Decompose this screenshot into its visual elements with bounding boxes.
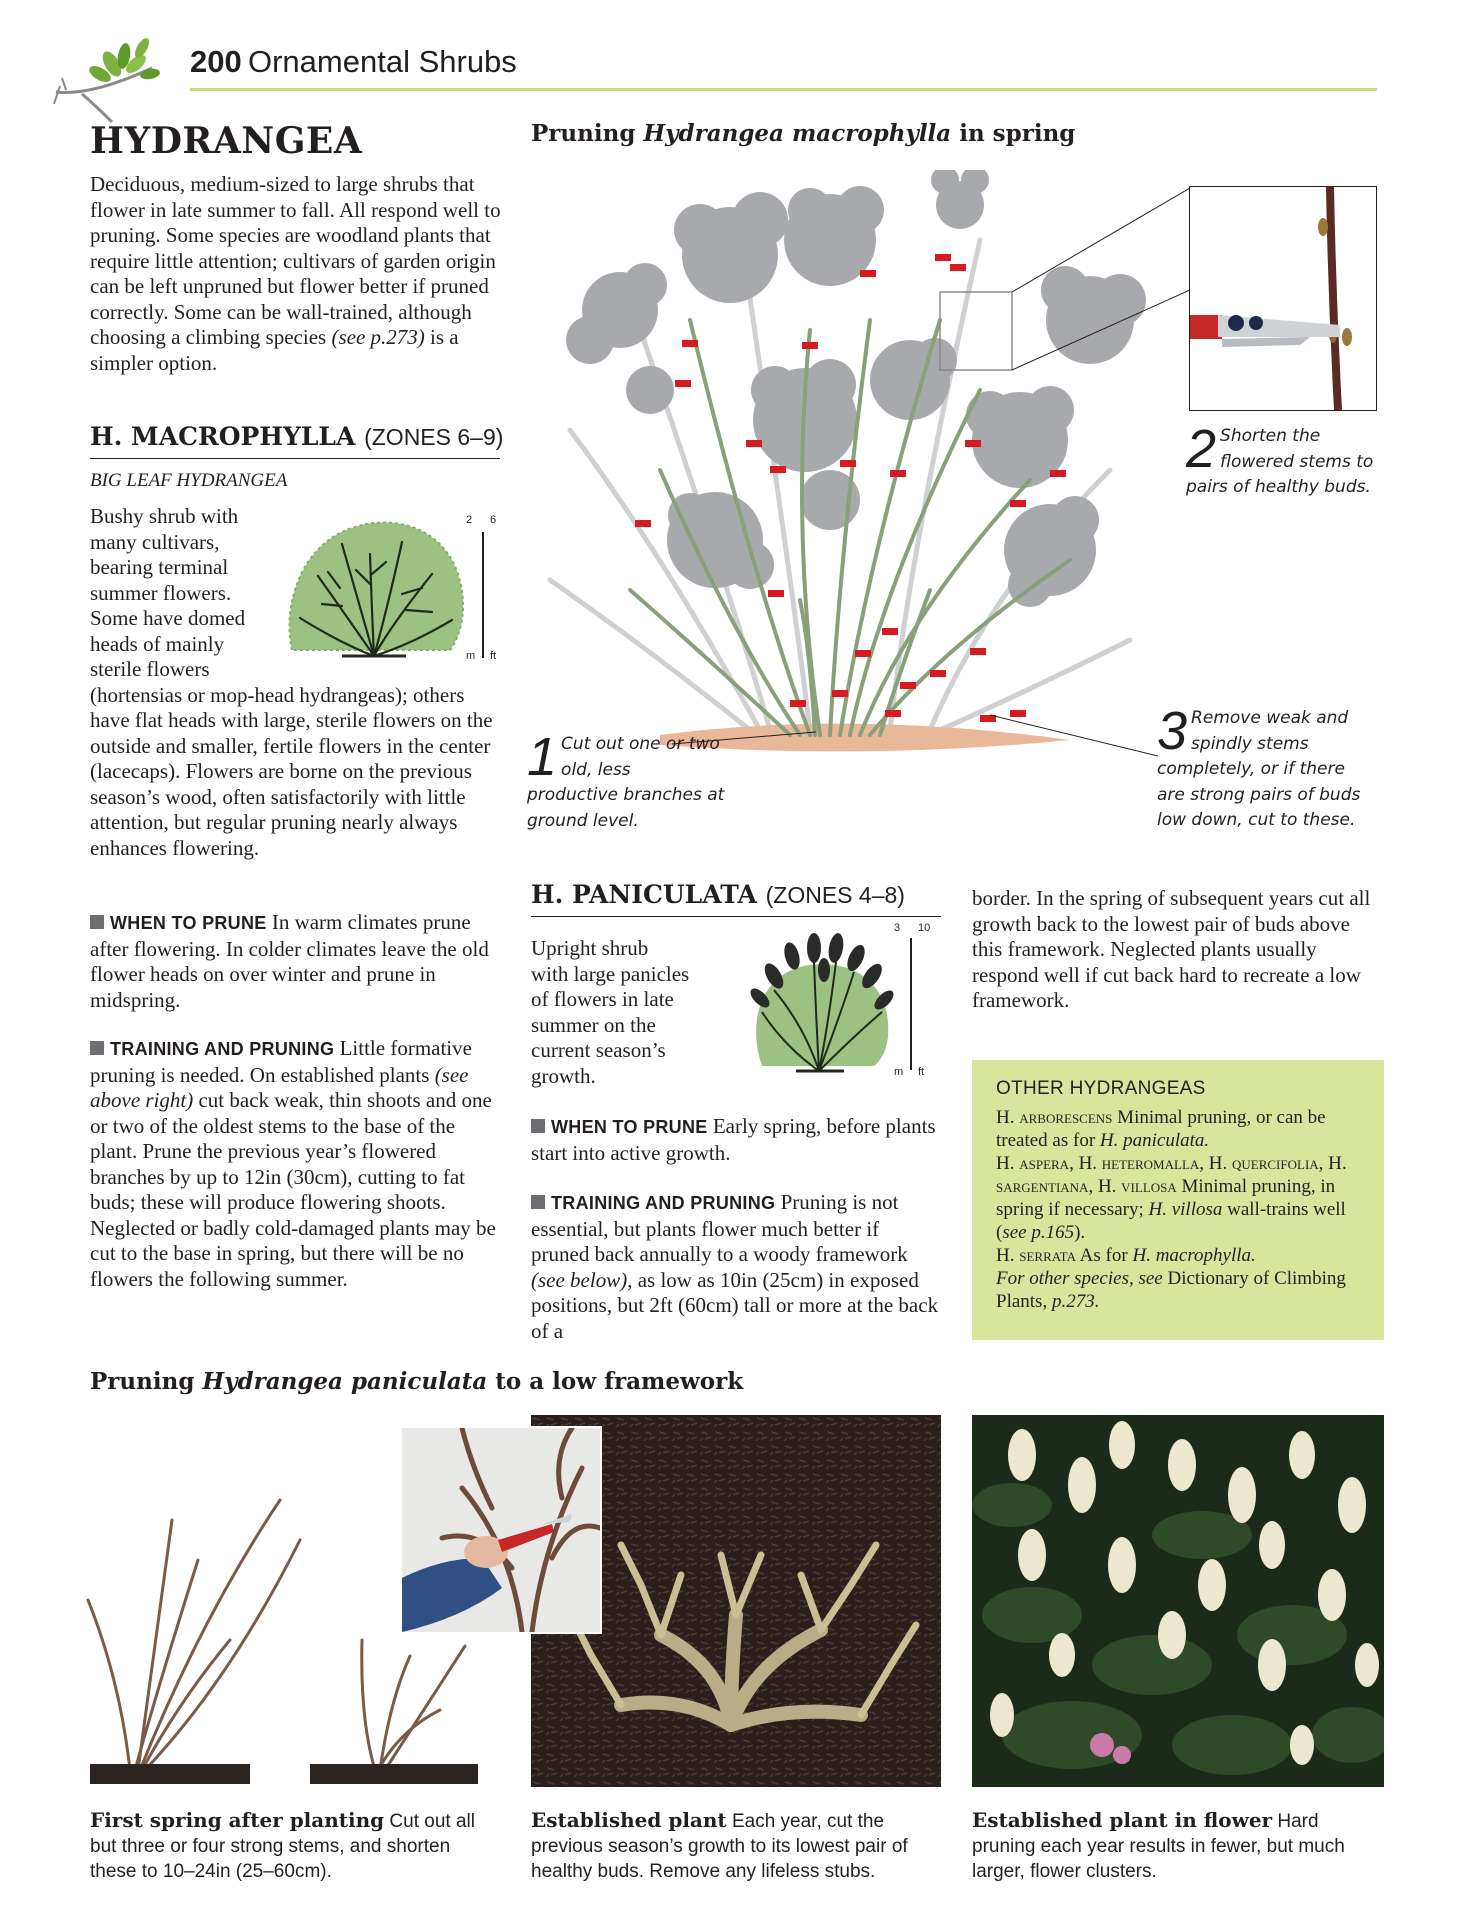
bullet-square [90, 915, 104, 929]
sidebar-entry: H. serrata As for H. macrophylla. [996, 1245, 1256, 1266]
training-ref: (see above right) [90, 1062, 469, 1112]
bullet-square [90, 1041, 104, 1055]
scale-ft-unit: ft [918, 1066, 925, 1078]
paniculata-height-scale [888, 918, 938, 1083]
intro-end: is a simpler option. [90, 325, 459, 375]
paniculata-heading: H. PANICULATA (ZONES 4–8) [531, 880, 905, 909]
scale-ft-unit: ft [490, 650, 497, 662]
macrophylla-zones: (ZONES 6–9) [364, 424, 504, 450]
page-title: HYDRANGEA [90, 120, 363, 162]
page-number: 200 [190, 44, 242, 79]
paniculata-continued: border. In the spring of subsequent years cut all growth back to the lowest pair of buds above this framework. Neglected plants usually respond well if cut back hard to recreate a low framework. [972, 886, 1371, 1012]
sidebar-entry: H. aspera, H. heteromalla, H. quercifolia, H. sargentiana, H. villosa Minimal pruning, in spring if necessary; H. villosa wall-trains well (see p.165). [996, 1153, 1347, 1243]
bullet-square [531, 1195, 545, 1209]
chapter-title: Ornamental Shrubs [248, 44, 517, 79]
macrophylla-common-name: BIG LEAF HYDRANGEA [90, 470, 288, 491]
figure-paniculata-title: Pruning Hydrangea paniculata to a low framework [90, 1368, 744, 1395]
sidebar-heading: OTHER HYDRANGEAS [996, 1078, 1206, 1099]
sidebar-entry: H. arborescens Minimal pruning, or can be treated as for H. paniculata. [996, 1107, 1326, 1151]
step-3-annotation: 3 Remove weak and spindly stems completely, or if there are strong pairs of buds low down, cut to these. [1157, 701, 1361, 830]
scale-m-unit: m [894, 1066, 904, 1078]
caption-established-plant: Established plant Each year, cut the previous season’s growth to its lowest pair of healthy buds. Remove any lifeless stubs. [531, 1808, 908, 1882]
macrophylla-heading-rule [90, 458, 500, 459]
paniculata-when-to-prune: WHEN TO PRUNE Early spring, before plants start into active growth. [531, 1114, 936, 1165]
macrophylla-training: TRAINING AND PRUNING Little formative pruning is needed. On established plants (see above right) cut back weak, thin shoots and one or two of the oldest stems to the base of the plant. Prune the previous year’s flowered branches by up to 12in (30cm), cutting to fat buds; these will produce flowering shoots. Neglected or badly cold-damaged plants may be cut to the base in spring, but there will be no flowers the following summer. [90, 1036, 496, 1291]
step-1-annotation: 1 Cut out one or two old, less productive branches at ground level. [527, 727, 725, 831]
macrophylla-heading: H. MACROPHYLLA (ZONES 6–9) [90, 422, 504, 451]
scale-m-value: 3 [894, 922, 901, 934]
caption-established-in-flower: Established plant in flower Hard pruning each year results in fewer, but much larger, flower clusters. [972, 1808, 1345, 1882]
paniculata-shrub-illustration [744, 926, 894, 1076]
paniculata-description: Upright shrub with large panicles of flowers in late summer on the current season’s growth. [531, 936, 690, 1088]
established-plant-in-flower-photo [972, 1415, 1384, 1787]
macrophylla-pruning-illustration [510, 170, 1190, 770]
macrophylla-description: Bushy shrub with many cultivars, bearing terminal summer flowers. Some have domed heads of mainly sterile flowers (hortensias or mop-head hydrangeas); others have flat heads with large, sterile flowers on the outside and smaller, fertile flowers in the center (lacecaps). Flowers are borne on the previous season’s wood, often satisfactorily with little attention, but regular pruning nearly always enhances flowering. [90, 504, 510, 861]
hand-pruning-inset-photo [400, 1426, 602, 1634]
paniculata-training: TRAINING AND PRUNING Pruning is not essential, but plants flower much better if pruned back annually to a woody framework (see below), as low as 10in (25cm) in exposed positions, but 2ft (60cm) tall or more at the back of a [531, 1190, 939, 1343]
leaf-sprig-logo [52, 34, 162, 126]
caption-first-spring: First spring after planting Cut out all but three or four strong stems, and shorten these to 10–24in (25–60cm). [90, 1808, 475, 1882]
paniculata-zones: (ZONES 4–8) [765, 882, 905, 908]
paniculata-heading-rule [531, 916, 941, 917]
intro-paragraph [90, 172, 505, 376]
bullet-square [531, 1119, 545, 1133]
scale-m-unit: m [466, 650, 476, 662]
scale-ft-value: 10 [918, 922, 931, 934]
sidebar-entry: For other species, see Dictionary of Climbing Plants, p.273. [996, 1268, 1346, 1312]
scale-ft-value: 6 [490, 514, 497, 526]
figure-macrophylla-title: Pruning Hydrangea macrophylla in spring [531, 120, 1076, 147]
scale-m-value: 2 [466, 514, 473, 526]
macrophylla-when-to-prune: WHEN TO PRUNE In warm climates prune after flowering. In colder climates leave the old flower heads on over winter and prune in midspring. [90, 910, 489, 1012]
other-hydrangeas-box [972, 1060, 1384, 1340]
step-2-annotation: 2 Shorten the flowered stems to pairs of healthy buds. [1186, 419, 1374, 497]
header-rule [190, 88, 1377, 91]
intro-text: Deciduous, medium-sized to large shrubs that flower in late summer to fall. All respond well to pruning. Some species are woodland plants that require little attention; cultivars of garden origin can be left unpruned but flower better if pruned correctly. Some can be wall-trained, although choosing a climbing species [90, 172, 501, 349]
intro-ref: (see p.273) [331, 325, 425, 349]
sidebar-entries [996, 1106, 1371, 1313]
pruner-detail-photo [1189, 186, 1377, 411]
macrophylla-description-rest: (hortensias or mop-head hydrangeas); others have flat heads with large, sterile flowers on the outside and smaller, fertile flowers in the center (lacecaps). Flowers are borne on the previous season’s wood, often satisfactorily with little attention, but regular pruning nearly always enhances flowering. [90, 682, 493, 860]
